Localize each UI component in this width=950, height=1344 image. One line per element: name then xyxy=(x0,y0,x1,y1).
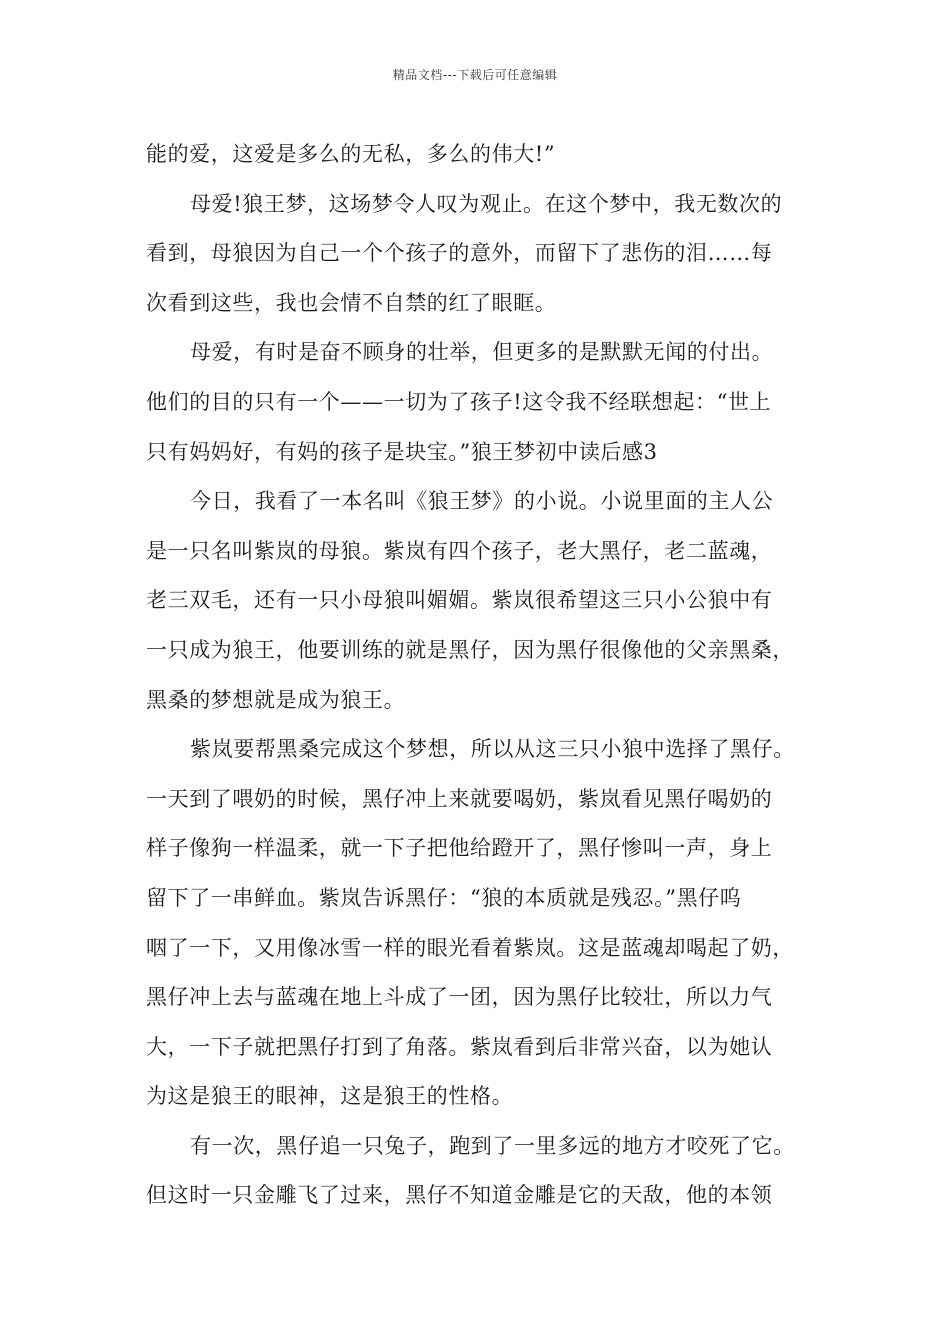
text-line: 紫岚要帮黑桑完成这个梦想，所以从这三只小狼中选择了黑仔。 xyxy=(190,737,795,762)
text-line: 一只成为狼王，他要训练的就是黑仔，因为黑仔很像他的父亲黑桑， xyxy=(146,637,794,662)
text-line: 黑桑的梦想就是成为狼王。 xyxy=(146,687,406,712)
text-line: 能的爱，这爱是多么的无私，多么的伟大!” xyxy=(146,142,556,166)
text-line: 母爱!狼王梦，这场梦令人叹为观止。在这个梦中，我无数次的 xyxy=(190,191,783,216)
document-body xyxy=(146,130,816,1221)
text-line: 但这时一只金雕飞了过来，黑仔不知道金雕是它的天敌，他的本领 xyxy=(146,1183,773,1208)
page-header: 精品文档---下载后可任意编辑 xyxy=(392,68,558,82)
text-line: 黑仔冲上去与蓝魂在地上斗成了一团，因为黑仔比较壮，所以力气 xyxy=(146,985,773,1010)
text-line: 母爱，有时是奋不顾身的壮举，但更多的是默默无闻的付出。 xyxy=(190,340,774,365)
text-line: 只有妈妈好，有妈的孩子是块宝。”狼王梦初中读后感3 xyxy=(146,439,658,464)
text-line: 留下了一串鲜血。紫岚告诉黑仔：“狼的本质就是残忍。”黑仔呜 xyxy=(146,885,742,910)
text-line: 咽了一下，又用像冰雪一样的眼光看着紫岚。这是蓝魂却喝起了奶， xyxy=(146,935,794,960)
text-line: 有一次，黑仔追一只兔子，跑到了一里多远的地方才咬死了它。 xyxy=(190,1133,795,1158)
text-line: 次看到这些，我也会情不自禁的红了眼眶。 xyxy=(146,290,557,315)
text-line: 是一只名叫紫岚的母狼。紫岚有四个孩子，老大黑仔，老二蓝魂， xyxy=(146,538,773,563)
text-line: 老三双毛，还有一只小母狼叫媚媚。紫岚很希望这三只小公狼中有 xyxy=(146,588,773,613)
text-line: 一天到了喂奶的时候，黑仔冲上来就要喝奶，紫岚看见黑仔喝奶的 xyxy=(146,786,773,811)
text-line: 今日，我看了一本名叫《狼王梦》的小说。小说里面的主人公 xyxy=(190,489,774,514)
text-line: 为这是狼王的眼神，这是狼王的性格。 xyxy=(146,1084,514,1109)
text-line: 看到，母狼因为自己一个个孩子的意外，而留下了悲伤的泪……每 xyxy=(146,241,773,266)
text-line: 大，一下子就把黑仔打到了角落。紫岚看到后非常兴奋，以为她认 xyxy=(146,1034,773,1059)
text-line: 样子像狗一样温柔，就一下子把他给蹬开了，黑仔惨叫一声，身上 xyxy=(146,836,773,861)
text-line: 他们的目的只有一个——一切为了孩子!这令我不经联想起：“世上 xyxy=(146,389,772,414)
